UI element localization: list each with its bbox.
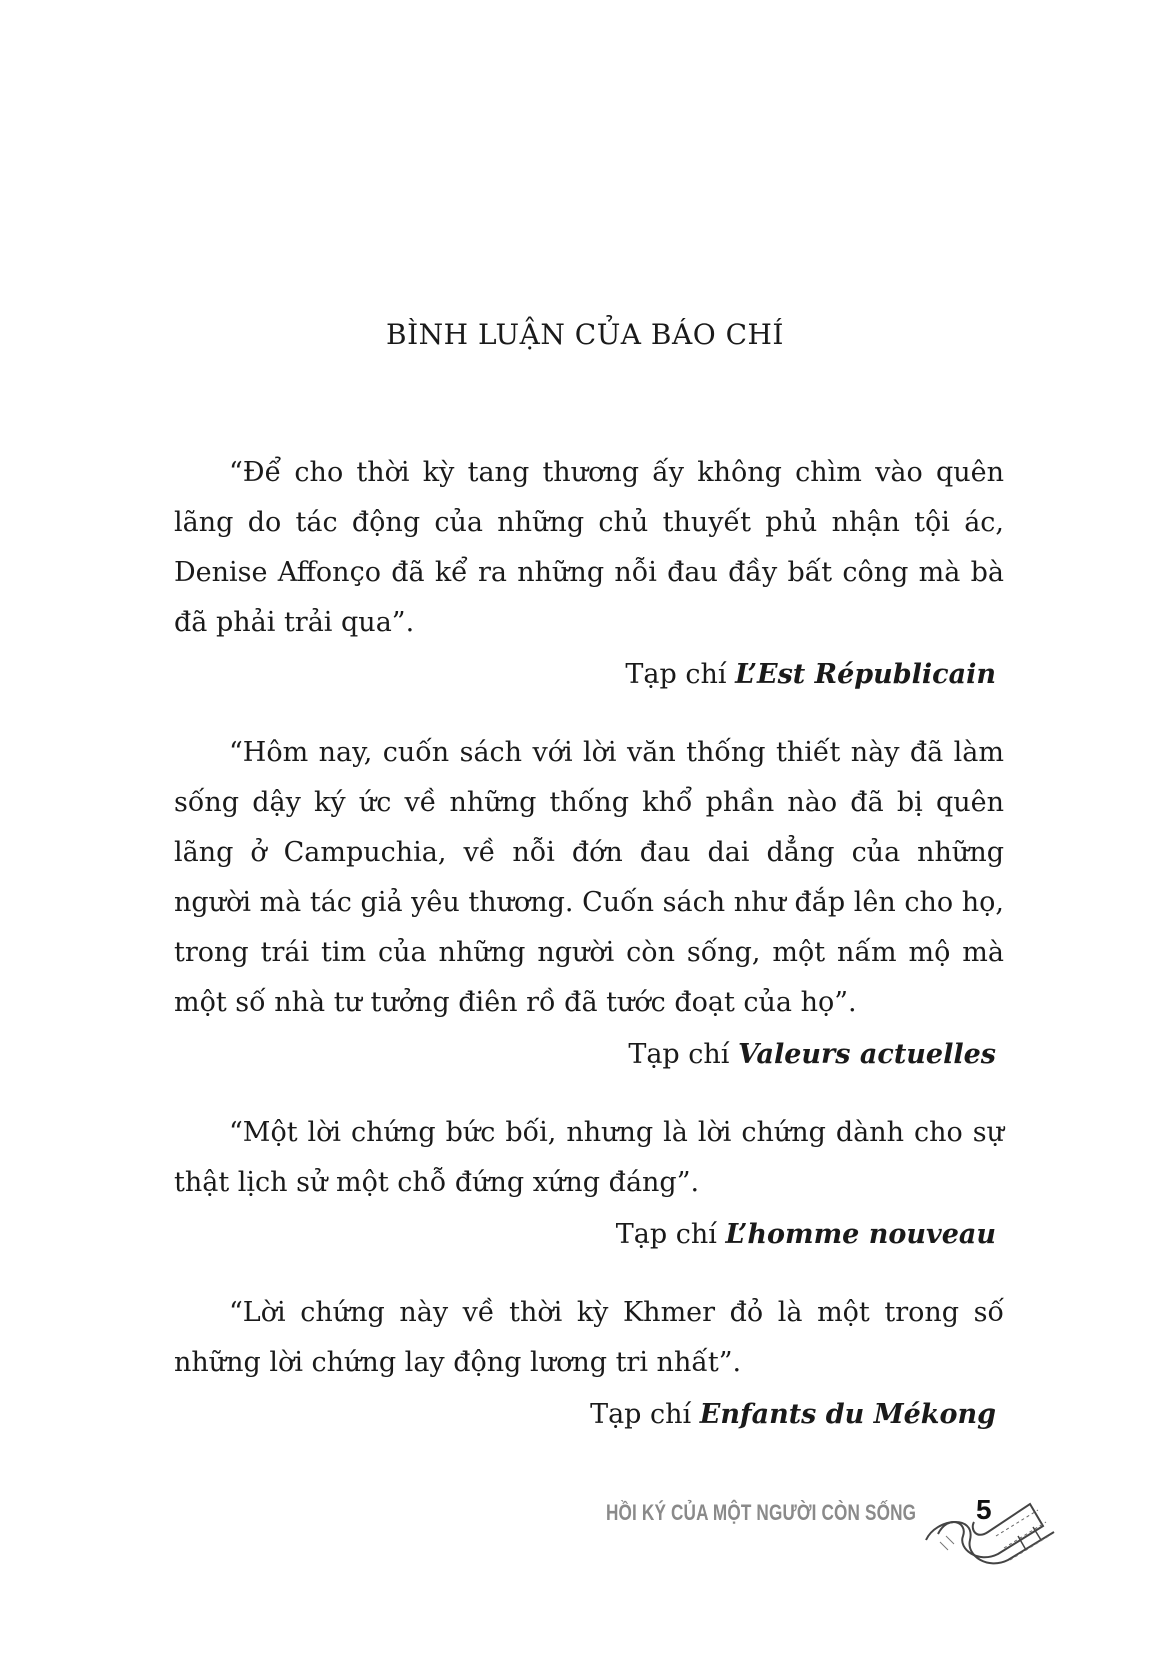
review-3 [174,1108,1004,1260]
page-number: 5 [976,1494,992,1525]
film-strip-icon [918,1474,1058,1574]
review-4 [174,1288,1004,1440]
review-quote: “Để cho thời kỳ tang thương ấy không chìm vào quên lãng do tác động của những chủ thuyết phủ nhận tội ác, Denise Affonço đã kể ra những nỗi đau đầy bất công mà bà đã phải trải qua”. [174,457,1004,638]
source-prefix: Tạp chí [615,1219,726,1250]
source-name: Valeurs actuelles [738,1039,996,1070]
page-title: BÌNH LUẬN CỦA BÁO CHÍ [386,318,784,351]
source-prefix: Tạp chí [625,659,736,690]
review-1 [174,448,1004,700]
review-2 [174,728,1004,1080]
review-source [174,1210,996,1260]
source-name: L’Est Républicain [735,659,996,690]
review-quote: “Lời chứng này về thời kỳ Khmer đỏ là một trong số những lời chứng lay động lương tri nhất”. [174,1297,1004,1378]
footer-book-title: HỒI KÝ CỦA MỘT NGƯỜI CÒN SỐNG [606,1500,917,1525]
page-footer [0,1486,1170,1586]
review-quote: “Hôm nay, cuốn sách với lời văn thống thiết này đã làm sống dậy ký ức về những thống khổ phần nào đã bị quên lãng ở Campuchia, về nỗi đớn đau dai dẳng của những người mà tác giả yêu thương. Cuốn sách như đắp lên cho họ, trong trái tim của những người còn sống, một nấm mộ mà một số nhà tư tưởng điên rồ đã tước đoạt của họ”. [174,737,1004,1018]
source-prefix: Tạp chí [590,1399,700,1430]
review-source [174,1030,996,1080]
source-prefix: Tạp chí [628,1039,739,1070]
source-name: Enfants du Mékong [699,1399,996,1430]
review-quote: “Một lời chứng bức bối, nhưng là lời chứng dành cho sự thật lịch sử một chỗ đứng xứng đáng”. [174,1117,1004,1198]
reviews-section [174,448,1004,1468]
review-source [174,650,996,700]
review-source [174,1390,996,1440]
source-name: L’homme nouveau [725,1219,996,1250]
